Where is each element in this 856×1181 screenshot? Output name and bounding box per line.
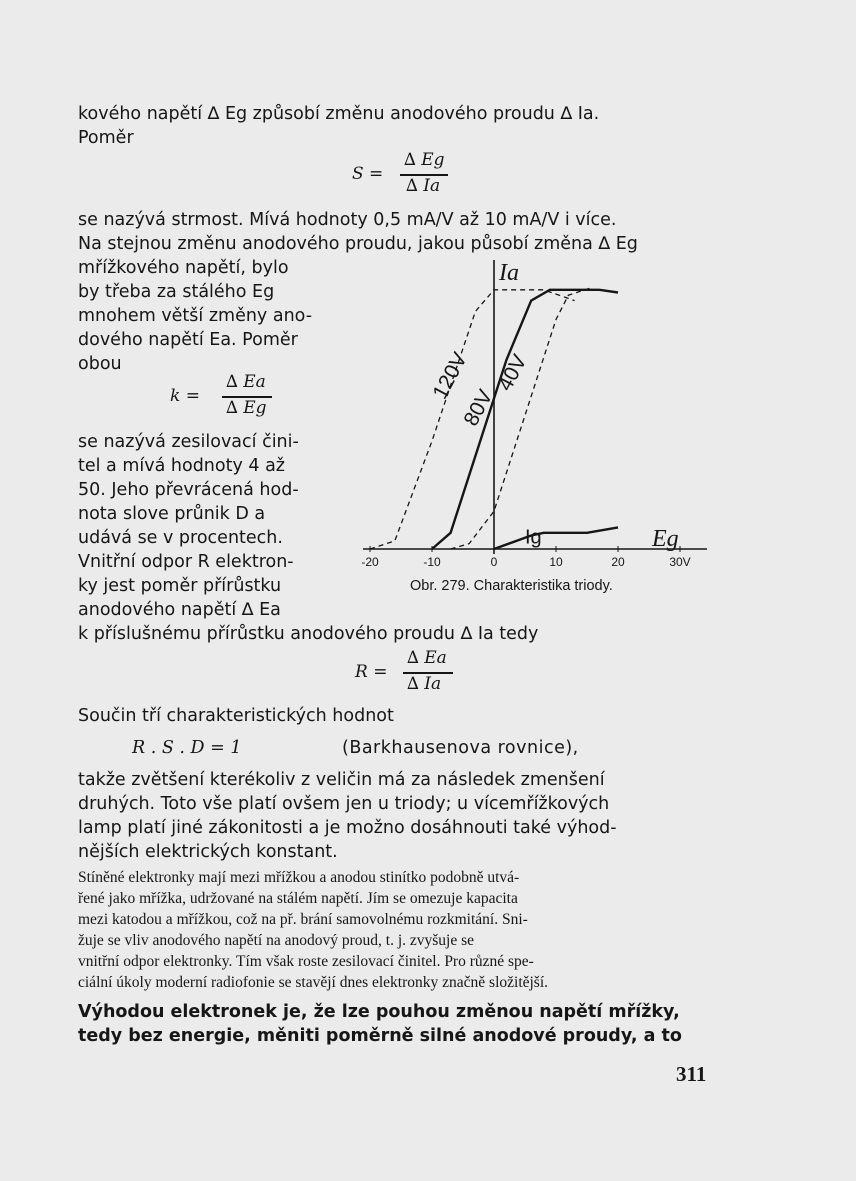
text-line: lamp platí jiné zákonitosti a je možno dosáhnouti také výhod-: [78, 818, 617, 838]
series-label-80v: 80V: [459, 386, 498, 430]
y-axis-label: Ia: [499, 260, 519, 286]
x-tick-label: -20: [361, 555, 379, 569]
series-label-ig: Ig: [525, 526, 542, 549]
small-print-line: řené jako mřížka, udržované na stálém napětí. Jím se omezuje kapacita: [78, 890, 518, 907]
x-axis-label: Eg: [652, 526, 679, 552]
text-line: mřížkového napětí, bylo: [78, 258, 289, 278]
text-line: nějších elektrických konstant.: [78, 842, 338, 862]
text-line: nota slove průnik D a: [78, 504, 266, 524]
x-tick-label: 0: [490, 555, 498, 569]
text-line: 50. Jeho převrácená hod-: [78, 480, 299, 500]
text-line: takže zvětšení kterékoliv z veličin má za následek zmenšení: [78, 770, 605, 790]
formula-numerator: ∆ Ea: [226, 372, 266, 392]
page-number: 311: [676, 1062, 707, 1086]
formula-numerator: ∆ Eg: [404, 150, 445, 170]
text-line: Poměr: [78, 128, 134, 148]
text-line: tel a mívá hodnoty 4 až: [78, 456, 285, 476]
formula-vnitrni-odpor: [355, 648, 465, 700]
x-tick-label: 30V: [669, 555, 691, 569]
text-line: mnohem větší změny ano-: [78, 306, 313, 326]
small-print-line: Stíněné elektronky mají mezi mřížkou a anodou stinítko podobně utvá-: [78, 869, 520, 886]
figure-caption: Obr. 279. Charakteristika triody.: [410, 578, 613, 594]
formula-zesilovaci-cinitel: [170, 372, 280, 424]
text-line: kového napětí ∆ Eg způsobí změnu anodového proudu ∆ Ia.: [78, 104, 600, 124]
x-tick-label: -10: [423, 555, 441, 569]
text-line: k příslušnému přírůstku anodového proudu ∆ Ia tedy: [78, 624, 539, 644]
formula-lhs: R =: [355, 662, 388, 682]
text-line: anodového napětí ∆ Ea: [78, 600, 281, 620]
text-line: obou: [78, 354, 122, 374]
formula-denominator: ∆ Ia: [407, 674, 442, 694]
x-tick-label: 10: [549, 555, 563, 569]
barkhausen-equation: R . S . D = 1: [132, 738, 242, 758]
formula-denominator: ∆ Ia: [406, 176, 441, 196]
text-line: se nazývá strmost. Mívá hodnoty 0,5 mA/V až 10 mA/V i více.: [78, 210, 617, 230]
formula-lhs: S =: [352, 164, 384, 184]
text-line: Na stejnou změnu anodového proudu, jakou působí změna ∆ Eg: [78, 234, 638, 254]
small-print-line: vnitřní odpor elektronky. Tím však roste zesilovací činitel. Pro různé spe-: [78, 953, 534, 970]
text-line: Součin tří charakteristických hodnot: [78, 706, 394, 726]
triode-characteristic-chart: [355, 252, 715, 574]
text-line: dového napětí Ea. Poměr: [78, 330, 298, 350]
barkhausen-label: (Barkhausenova rovnice),: [342, 738, 579, 758]
text-line: tedy bez energie, měniti poměrně silné anodové proudy, a to: [78, 1026, 682, 1046]
text-line: by třeba za stálého Eg: [78, 282, 275, 302]
formula-numerator: ∆ Ea: [407, 648, 447, 668]
text-line: udává se v procentech.: [78, 528, 283, 548]
series-label-120v: 120V: [428, 348, 472, 403]
series-label-40v: 40V: [493, 350, 532, 395]
series-line-ig: [494, 527, 618, 549]
formula-denominator: ∆ Eg: [226, 398, 267, 418]
text-line: se nazývá zesilovací čini-: [78, 432, 299, 452]
text-line: Výhodou elektronek je, že lze pouhou změnou napětí mřížky,: [78, 1002, 680, 1022]
text-line: ky jest poměr přírůstku: [78, 576, 282, 596]
formula-strmost: [352, 150, 462, 202]
small-print-line: mezi katodou a mřížkou, což na př. brání samovolnému rozkmitání. Sni-: [78, 911, 528, 928]
text-line: Vnitřní odpor R elektron-: [78, 552, 294, 572]
x-tick-label: 20: [611, 555, 625, 569]
small-print-line: ciální úkoly moderní radiofonie se stavějí dnes elektronky značně složitější.: [78, 974, 549, 991]
text-line: druhých. Toto vše platí ovšem jen u triody; u vícemřížkových: [78, 794, 610, 814]
formula-lhs: k =: [170, 386, 200, 406]
small-print-line: žuje se vliv anodového napětí na anodový proud, t. j. zvyšuje se: [78, 932, 475, 949]
